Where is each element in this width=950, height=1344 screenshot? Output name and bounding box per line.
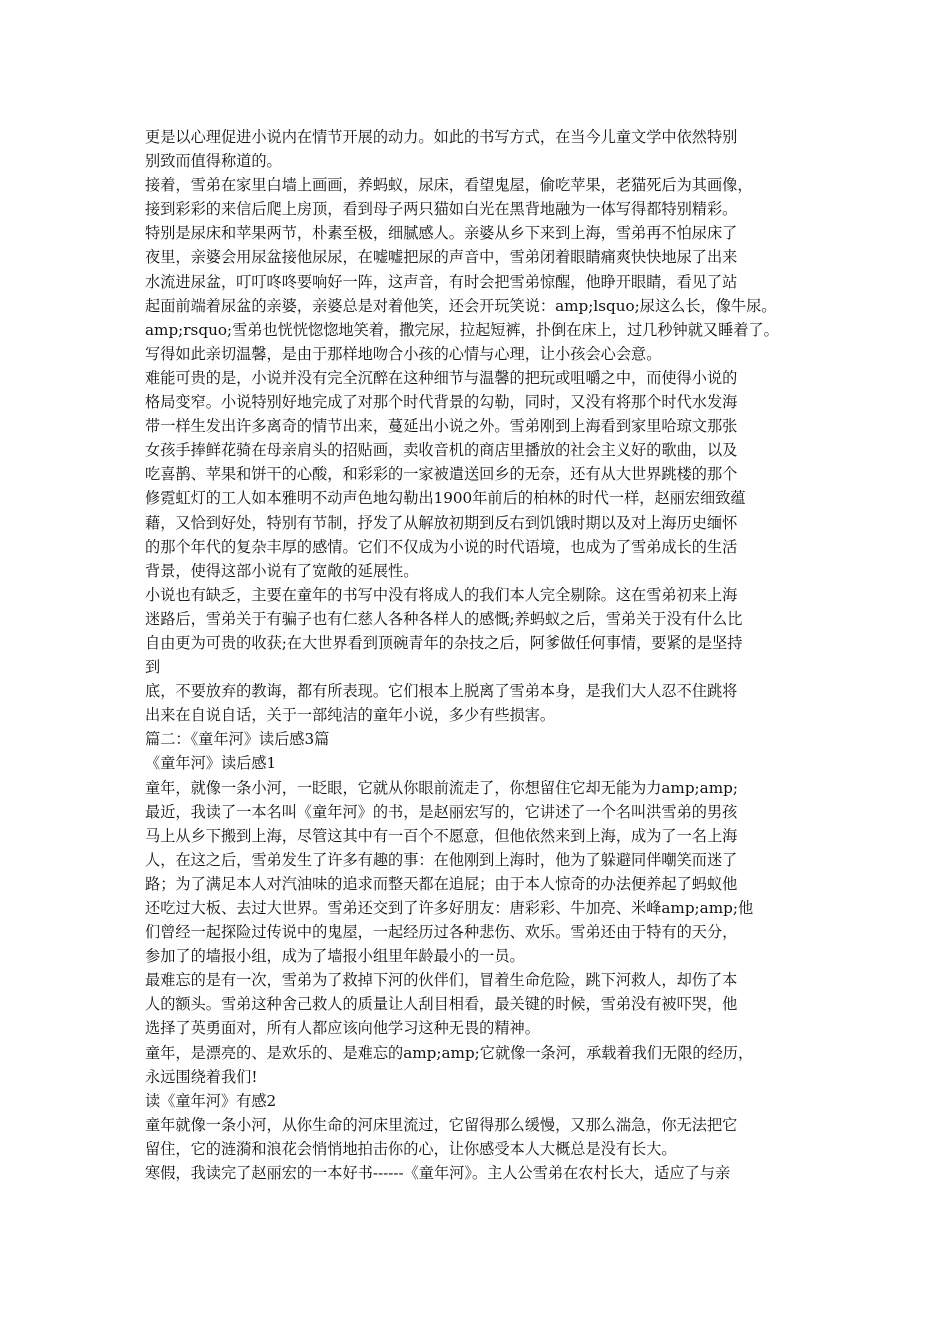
document-page — [145, 125, 825, 1185]
text-line: 格局变窄。小说特别好地完成了对那个时代背景的勾勒，同时，又没有将那个时代水发海 — [145, 393, 738, 412]
text-line: 吃喜鹊、苹果和饼干的心酸，和彩彩的一家被遣送回乡的无奈，还有从大世界跳楼的那个 — [145, 465, 738, 484]
text-line: 底，不要放弃的教诲，都有所表现。它们根本上脱离了雪弟本身，是我们大人忍不住跳将 — [145, 682, 738, 701]
text-line: 留住，它的涟漪和浪花会悄悄地拍击你的心，让你感受本人大概总是没有长大。 — [145, 1139, 677, 1158]
text-line: 特别是尿床和苹果两节，朴素至极，细腻感人。亲婆从乡下来到上海，雪弟再不怕尿床了 — [145, 224, 738, 243]
text-line: 永远围绕着我们! — [145, 1067, 258, 1086]
text-line: 选择了英勇面对，所有人都应该向他学习这种无畏的精神。 — [145, 1019, 540, 1038]
text-line: 童年就像一条小河，从你生命的河床里流过，它留得那么缓慢，又那么湍急，你无法把它 — [145, 1115, 738, 1134]
text-line: 迷路后，雪弟关于有骗子也有仁慈人各种各样人的感慨;养蚂蚁之后，雪弟关于没有什么比 — [145, 609, 743, 628]
text-line: 的那个年代的复杂丰厚的感情。它们不仅成为小说的时代语境，也成为了雪弟成长的生活 — [145, 537, 738, 556]
text-line: 篇二：《童年河》读后感3篇 — [145, 730, 330, 749]
text-line: 马上从乡下搬到上海，尽管这其中有一百个不愿意，但他依然来到上海，成为了一名上海 — [145, 826, 738, 845]
text-line: 童年，是漂亮的、是欢乐的、是难忘的amp;amp;它就像一条河，承载着我们无限的经历， — [145, 1043, 754, 1062]
text-line: 水流进尿盆，叮叮咚咚要响好一阵，这声音，有时会把雪弟惊醒，他睁开眼睛，看见了站 — [145, 272, 738, 291]
text-line: 修霓虹灯的工人如本雅明不动声色地勾勒出1900年前后的柏林的时代一样，赵丽宏细致蕴 — [145, 489, 746, 508]
text-line: 难能可贵的是，小说并没有完全沉醉在这种细节与温馨的把玩或咀嚼之中，而使得小说的 — [145, 368, 738, 387]
text-line: 人，在这之后，雪弟发生了许多有趣的事：在他刚到上海时，他为了躲避同伴嘲笑而迷了 — [145, 850, 738, 869]
text-line: 起面前端着尿盆的亲婆，亲婆总是对着他笑，还会开玩笑说：amp;lsquo;尿这么长，像牛尿。 — [145, 296, 777, 315]
text-line: 写得如此亲切温馨，是由于那样地吻合小孩的心情与心理，让小孩会心会意。 — [145, 344, 662, 363]
text-line: 藉，又恰到好处，特别有节制，抒发了从解放初期到反右到饥饿时期以及对上海历史缅怀 — [145, 513, 738, 532]
text-line: 人的额头。雪弟这种舍己救人的质量让人刮目相看，最关键的时候，雪弟没有被吓哭，他 — [145, 995, 738, 1014]
text-line: 最难忘的是有一次，雪弟为了救掉下河的伙伴们，冒着生命危险，跳下河救人，却伤了本 — [145, 971, 738, 990]
text-line: 最近，我读了一本名叫《童年河》的书，是赵丽宏写的，它讲述了一个名叫洪雪弟的男孩 — [145, 802, 738, 821]
text-line: 还吃过大板、去过大世界。雪弟还交到了许多好朋友：唐彩彩、牛加亮、米峰amp;amp;他 — [145, 899, 754, 917]
text-line: 带一样生发出许多离奇的情节出来，蔓延出小说之外。雪弟刚到上海看到家里哈琼文那张 — [145, 417, 738, 436]
text-line: 小说也有缺乏，主要在童年的书写中没有将成人的我们本人完全剔除。这在雪弟初来上海 — [145, 585, 738, 604]
text-line: 到 — [145, 658, 161, 677]
text-line: 童年，就像一条小河，一眨眼，它就从你眼前流走了，你想留住它却无能为力amp;amp; — [145, 778, 738, 797]
text-line: 接着，雪弟在家里白墙上画画，养蚂蚁，尿床，看望鬼屋，偷吃苹果，老猫死后为其画像， — [145, 176, 753, 195]
text-line: 路；为了满足本人对汽油味的追求而整天都在追屁；由于本人惊奇的办法便养起了蚂蚁他 — [145, 874, 738, 893]
text-line: 背景，使得这部小说有了宽敞的延展性。 — [145, 561, 419, 580]
text-line: 出来在自说自话，关于一部纯洁的童年小说，多少有些损害。 — [145, 706, 556, 725]
text-line: 更是以心理促进小说内在情节开展的动力。如此的书写方式，在当今儿童文学中依然特别 — [145, 128, 738, 146]
text-line: 们曾经一起探险过传说中的鬼屋，一起经历过各种悲伤、欢乐。雪弟还由于特有的天分， — [145, 923, 738, 942]
text-line: 接到彩彩的来信后爬上房顶，看到母子两只猫如白光在黑背地融为一体写得都特别精彩。 — [145, 200, 738, 219]
text-line: amp;rsquo;雪弟也恍恍惚惚地笑着，撒完尿，拉起短裤，扑倒在床上，过几秒钟就又睡着了。 — [145, 320, 779, 339]
text-line: 女孩手捧鲜花骑在母亲肩头的招贴画，卖收音机的商店里播放的社会主义好的歌曲，以及 — [145, 441, 738, 460]
text-line: 夜里，亲婆会用尿盆接他尿尿，在嘘嘘把尿的声音中，雪弟闭着眼睛痛爽快快地尿了出来 — [145, 248, 738, 267]
text-line: 自由更为可贵的收获;在大世界看到顶碗青年的杂技之后，阿爹做任何事情，要紧的是坚持 — [145, 633, 743, 652]
text-line: 读《童年河》有感2 — [145, 1091, 277, 1110]
text-line: 《童年河》读后感1 — [145, 754, 277, 773]
text-line: 别致而值得称道的。 — [145, 152, 282, 171]
text-line: 寒假，我读完了赵丽宏的一本好书------《童年河》。主人公雪弟在农村长大，适应了与亲 — [145, 1164, 731, 1183]
text-line: 参加了的墙报小组，成为了墙报小组里年龄最小的一员。 — [145, 947, 525, 966]
